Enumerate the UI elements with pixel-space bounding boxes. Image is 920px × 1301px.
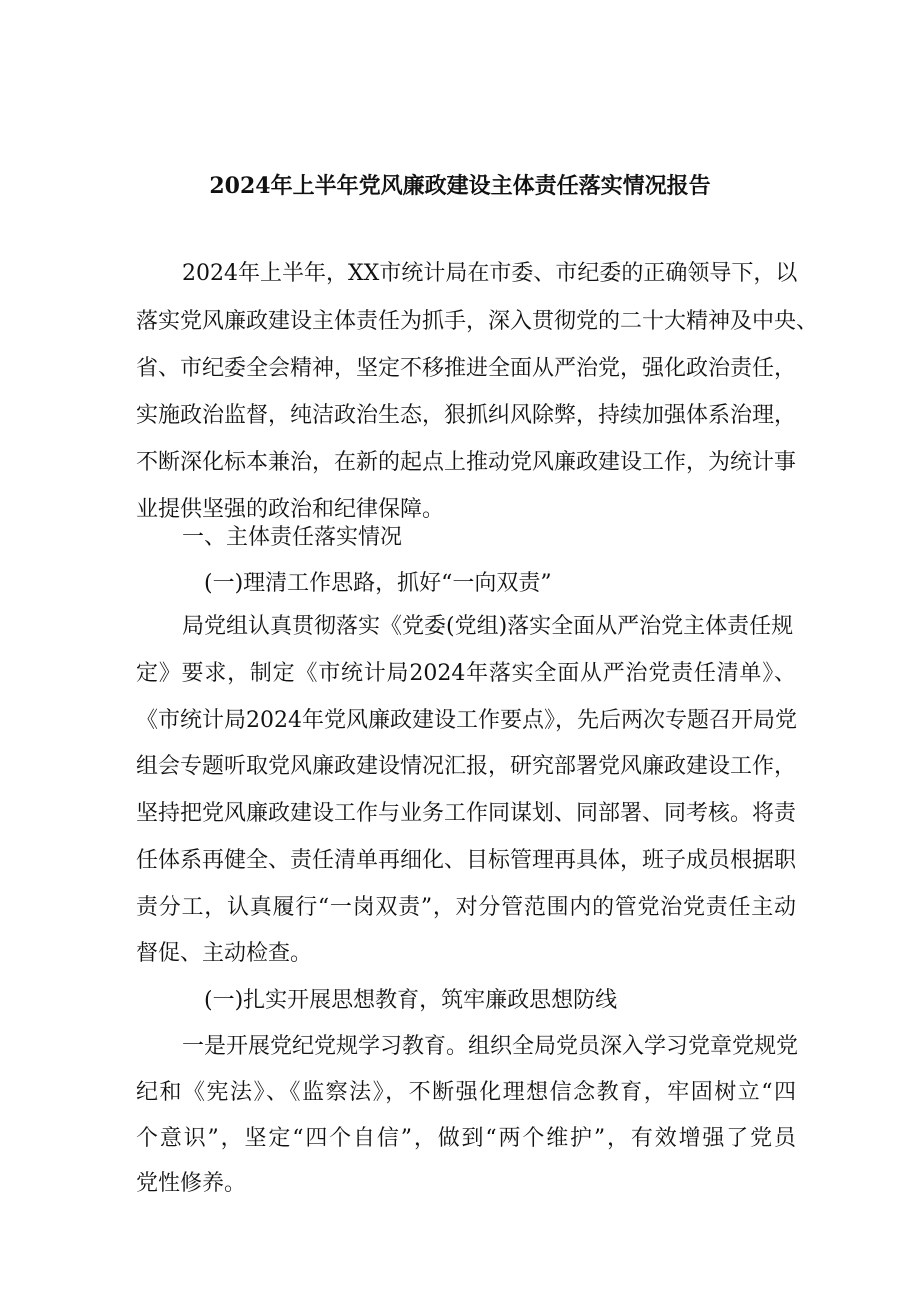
subsection-heading: (一)理清工作思路，抓好“一向双责”	[204, 571, 552, 596]
paragraph-3-line: 党性修养。	[136, 1171, 247, 1196]
paragraph-3-line: 一是开展党纪党规学习教育。组织全局党员深入学习党章党规党	[182, 1034, 799, 1059]
paragraph-2-line: 坚持把党风廉政建设工作与业务工作同谋划、同部署、同考核。将责	[136, 801, 797, 826]
paragraph-1-line: 2024年上半年，XX市统计局在市委、市纪委的正确领导下，以	[182, 261, 798, 286]
paragraph-1-line: 不断深化标本兼治，在新的起点上推动党风廉政建设工作，为统计事	[136, 450, 797, 475]
section-heading: 一、主体责任落实情况	[182, 525, 403, 550]
paragraph-3-line: 纪和《宪法》、《监察法》，不断强化理想信念教育，牢固树立“四	[136, 1080, 796, 1105]
paragraph-1-line: 省、市纪委全会精神，坚定不移推进全面从严治党，强化政治责任，	[136, 356, 797, 381]
paragraph-2-line: 《市统计局2024年党风廉政建设工作要点》，先后两次专题召开局党	[136, 708, 797, 733]
paragraph-2-line: 局党组认真贯彻落实《党委(党组)落实全面从严治党主体责任规	[182, 614, 794, 639]
paragraph-1-line: 落实党风廉政建设主体责任为抓手，深入贯彻党的二十大精神及中央、	[136, 309, 819, 334]
paragraph-2-line: 组会专题听取党风廉政建设情况汇报，研究部署党风廉政建设工作，	[136, 754, 797, 779]
paragraph-1-line: 业提供坚强的政治和纪律保障。	[136, 497, 445, 522]
paragraph-2-line: 责分工，认真履行“一岗双责”，对分管范围内的管党治党责任主动	[136, 895, 796, 920]
paragraph-1-line: 实施政治监督，纯洁政治生态，狠抓纠风除弊，持续加强体系治理，	[136, 403, 797, 428]
subsection-heading: (一)扎实开展思想教育，筑牢廉政思想防线	[204, 988, 618, 1013]
paragraph-2-line: 任体系再健全、责任清单再细化、目标管理再具体，班子成员根据职	[136, 848, 797, 873]
paragraph-3-line: 个意识”，坚定“四个自信”，做到“两个维护”，有效增强了党员	[136, 1126, 796, 1151]
document-title: 2024年上半年党风廉政建设主体责任落实情况报告	[209, 173, 711, 199]
paragraph-2-line: 督促、主动检查。	[136, 941, 313, 966]
paragraph-2-line: 定》要求，制定《市统计局2024年落实全面从严治党责任清单》、	[136, 661, 796, 686]
